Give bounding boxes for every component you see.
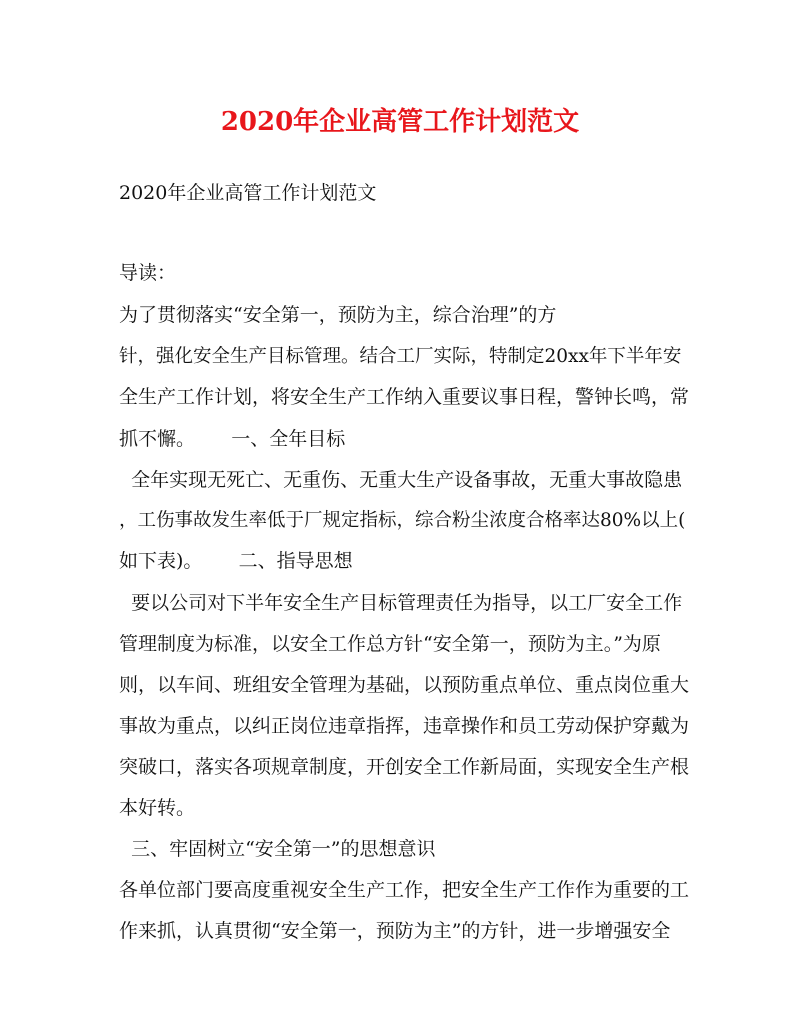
paragraph-line: 各单位部门要高度重视安全生产工作，把安全生产工作作为重要的工 bbox=[119, 879, 690, 901]
paragraph-line: 三、牢固树立“安全第一”的思想意识 bbox=[119, 838, 436, 860]
document-title: 2020年企业高管工作计划范文 bbox=[220, 107, 580, 137]
paragraph-line: 本好转。 bbox=[119, 797, 196, 819]
paragraph-line: 如下表)。 二、指导思想 bbox=[119, 550, 353, 572]
paragraph-line: 针，强化安全生产目标管理。结合工厂实际，特制定20xx年下半年安 bbox=[119, 346, 682, 367]
paragraph-line: 事故为重点，以纠正岗位违章指挥，违章操作和员工劳动保护穿戴为 bbox=[119, 715, 690, 737]
paragraph-line: 全年实现无死亡、无重伤、无重大生产设备事故，无重大事故隐患 bbox=[119, 469, 683, 491]
paragraph-line: 抓不懈。 一、全年目标 bbox=[119, 428, 346, 450]
paragraph-line: 作来抓，认真贯彻“安全第一，预防为主”的方针，进一步增强安全 bbox=[119, 920, 671, 942]
document-subtitle: 2020年企业高管工作计划范文 bbox=[119, 182, 377, 204]
paragraph-line: 则，以车间、班组安全管理为基础，以预防重点单位、重点岗位重大 bbox=[119, 674, 690, 696]
paragraph-line: 为了贯彻落实“安全第一，预防为主，综合治理”的方 bbox=[119, 304, 557, 326]
paragraph-line: 管理制度为标准，以安全工作总方针“安全第一，预防为主。”为原 bbox=[119, 633, 661, 655]
paragraph-line: 突破口，落实各项规章制度，开创安全工作新局面，实现安全生产根 bbox=[119, 756, 690, 778]
paragraph-line: ，工伤事故发生率低于厂规定指标，综合粉尘浓度合格率达80%以上( bbox=[119, 510, 686, 531]
paragraph-line: 要以公司对下半年安全生产目标管理责任为指导，以工厂安全工作 bbox=[119, 592, 683, 614]
paragraph-line: 全生产工作计划，将安全生产工作纳入重要议事日程，警钟长鸣，常 bbox=[119, 386, 690, 408]
paragraph-line: 导读： bbox=[119, 262, 177, 284]
